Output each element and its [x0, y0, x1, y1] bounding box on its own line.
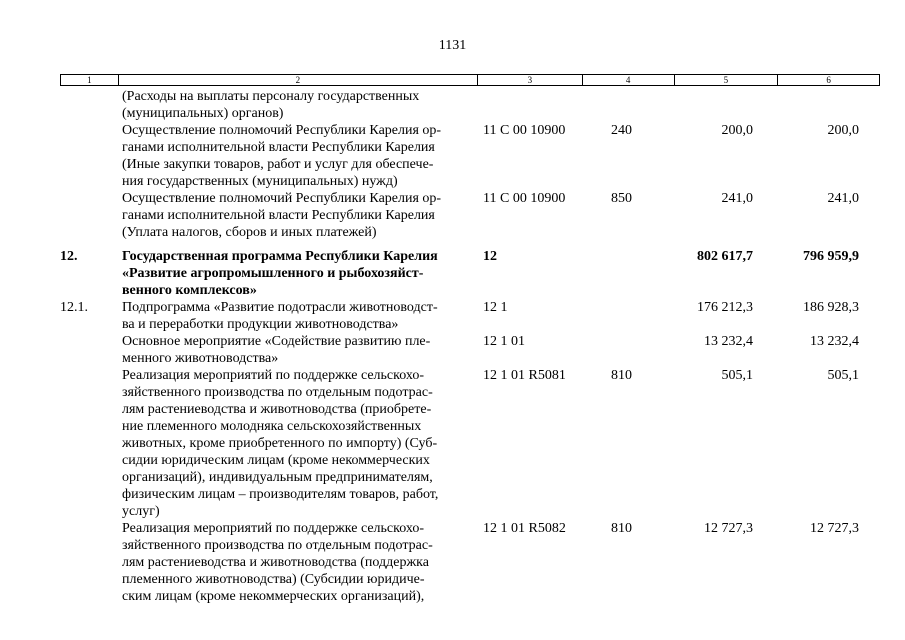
row-amount-year1: 802 617,7 — [697, 249, 753, 264]
row-number — [60, 88, 122, 122]
row-amount-year2 — [753, 88, 859, 122]
row-target-code: 12 — [483, 249, 497, 264]
column-header-4: 4 — [583, 75, 675, 85]
page-number: 1131 — [438, 38, 467, 53]
row-number — [60, 520, 122, 605]
row-name: Реализация мероприятий по поддержке сельскохо- зяйственного производства по отдельным подотрас- лям растениеводства и животноводства (поддержка племенного животноводства) (Субсидии юридиче- ским лицам (кроме некоммерческих организаций), — [122, 521, 433, 604]
row-amount-year1: 12 727,3 — [704, 521, 753, 536]
row-expense-type — [611, 299, 669, 333]
row-target-code — [482, 88, 611, 122]
table-row — [60, 248, 890, 299]
row-name: Осуществление полномочий Республики Карелия ор- ганами исполнительной власти Республики Карелия (Иные закупки товаров, работ и услуг для обеспече- ния государственных (муниципальных) нужд) — [122, 123, 442, 189]
row-amount-year1: 13 232,4 — [704, 334, 753, 349]
row-amount-year2: 796 959,9 — [803, 249, 859, 264]
row-expense-type: 810 — [611, 521, 632, 536]
row-number: 12.1. — [60, 300, 88, 315]
table-row — [60, 520, 890, 605]
row-target-code: 12 1 01 R5082 — [483, 521, 566, 536]
row-name: Подпрограмма «Развитие подотрасли животноводст- ва и переработки продукции животноводства» — [122, 300, 438, 332]
table-row — [60, 333, 890, 367]
row-number — [60, 367, 122, 520]
row-amount-year2: 505,1 — [827, 368, 859, 383]
row-amount-year2: 186 928,3 — [803, 300, 859, 315]
table-body — [60, 88, 890, 605]
row-name: (Расходы на выплаты персоналу государственных (муниципальных) органов) — [122, 89, 420, 121]
row-expense-type: 850 — [611, 191, 632, 206]
column-header-6: 6 — [826, 75, 831, 85]
row-amount-year2: 200,0 — [827, 123, 859, 138]
row-amount-year2: 13 232,4 — [810, 334, 859, 349]
row-expense-type — [611, 88, 669, 122]
row-number — [60, 122, 122, 190]
row-target-code: 11 С 00 10900 — [483, 191, 566, 206]
row-target-code: 12 1 01 R5081 — [483, 368, 566, 383]
table-header-row — [60, 74, 880, 86]
row-number: 12. — [60, 249, 78, 264]
table-row — [60, 88, 890, 122]
row-amount-year1: 176 212,3 — [697, 300, 753, 315]
column-header-5: 5 — [675, 75, 779, 85]
row-amount-year2: 12 727,3 — [810, 521, 859, 536]
row-amount-year1: 200,0 — [721, 123, 753, 138]
row-expense-type — [611, 248, 669, 299]
row-target-code: 12 1 01 — [483, 334, 525, 349]
row-amount-year1 — [669, 88, 753, 122]
row-amount-year2: 241,0 — [827, 191, 859, 206]
row-expense-type: 240 — [611, 123, 632, 138]
row-number — [60, 333, 122, 367]
row-amount-year1: 505,1 — [721, 368, 753, 383]
row-expense-type: 810 — [611, 368, 632, 383]
row-number — [60, 190, 122, 241]
row-name: Основное мероприятие «Содействие развитию пле- менного животноводства» — [122, 334, 431, 366]
table-row — [60, 190, 890, 241]
row-name: Осуществление полномочий Республики Карелия ор- ганами исполнительной власти Республики Карелия (Уплата налогов, сборов и иных платежей) — [122, 191, 442, 240]
table-row — [60, 122, 890, 190]
row-target-code: 11 С 00 10900 — [483, 123, 566, 138]
table-row — [60, 299, 890, 333]
row-expense-type — [611, 333, 669, 367]
row-name: Реализация мероприятий по поддержке сельскохо- зяйственного производства по отдельным подотрас- лям растениеводства и животноводства (приобрете- ние племенного молодняка сельскохозяйственных животных, кроме приобретенного по импорту) (Суб- сидии юридическим лицам (кроме некоммерческих организаций), индивидуальным предпринимателям, физическим лицам – производителям товаров, работ, услуг) — [122, 368, 439, 519]
row-name: Государственная программа Республики Карелия «Развитие агропромышленного и рыбохозяйст- венного комплексов» — [122, 249, 438, 298]
column-header-1: 1 — [61, 75, 119, 85]
column-header-2: 2 — [119, 75, 478, 85]
table-row — [60, 367, 890, 520]
row-amount-year1: 241,0 — [721, 191, 753, 206]
column-header-3: 3 — [478, 75, 583, 85]
row-target-code: 12 1 — [483, 300, 508, 315]
